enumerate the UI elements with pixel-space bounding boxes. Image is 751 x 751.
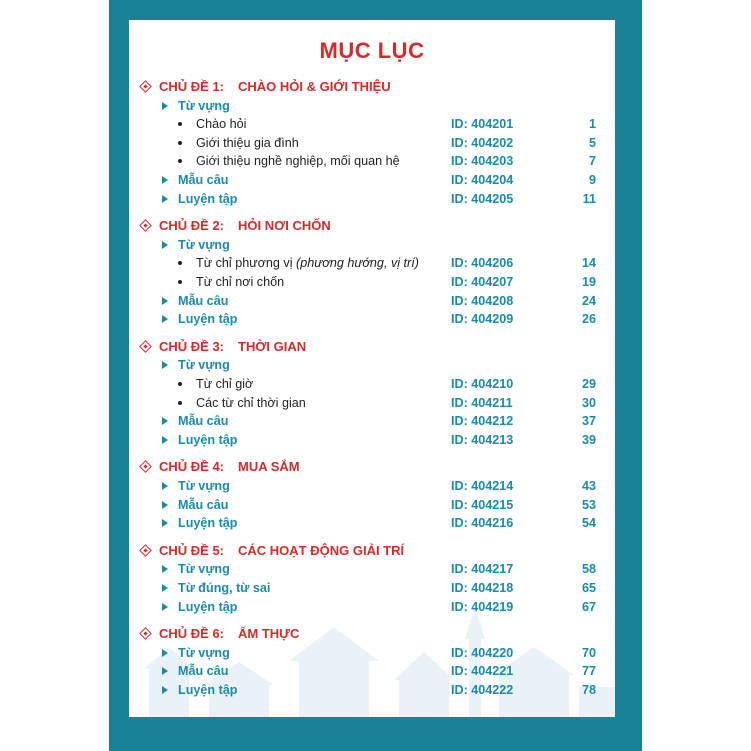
section-entry — [129, 560, 615, 578]
triangle-bullet-icon — [162, 102, 168, 110]
lesson-id: ID: 404212 — [451, 414, 514, 429]
bullet-icon — [178, 159, 182, 163]
triangle-bullet-icon — [162, 417, 168, 425]
entry-label — [178, 496, 228, 514]
topic-number: CHỦ ĐỀ 5: — [159, 542, 225, 558]
topic-heading — [129, 217, 615, 235]
list-item — [129, 394, 615, 412]
lesson-id: ID: 404203 — [451, 154, 514, 169]
lesson-id: ID: 404216 — [451, 516, 514, 531]
entry-label — [178, 560, 230, 578]
bullet-icon — [178, 261, 182, 265]
lesson-id: ID: 404206 — [451, 256, 514, 271]
entry-text: Từ vựng — [178, 562, 230, 577]
diamond-icon — [139, 627, 152, 640]
triangle-bullet-icon — [162, 315, 168, 323]
entry-text: Luyện tập — [178, 683, 238, 697]
page-number: 37 — [581, 414, 596, 429]
lesson-id: ID: 404217 — [451, 562, 514, 577]
entry-label — [159, 542, 404, 560]
diamond-icon — [139, 544, 152, 557]
page-number: 67 — [581, 599, 596, 614]
entry-text: Từ vựng — [178, 98, 230, 113]
bullet-icon — [178, 141, 182, 145]
lesson-id: ID: 404208 — [451, 293, 514, 308]
section-entry — [129, 412, 615, 430]
triangle-bullet-icon — [162, 176, 168, 184]
list-item — [129, 134, 615, 152]
entry-label — [178, 662, 228, 680]
section-entry — [129, 598, 615, 616]
page-number: 58 — [581, 562, 596, 577]
entry-text: Luyện tập — [178, 432, 238, 447]
page-number: 9 — [588, 173, 596, 187]
list-item — [129, 115, 615, 133]
topic-title: CHÀO HỎI & GIỚI THIỆU — [238, 79, 391, 94]
entry-text: Chào hỏi — [196, 117, 247, 132]
topic-number: CHỦ ĐỀ 6: — [159, 626, 225, 642]
entry-label — [196, 152, 400, 170]
section-entry — [129, 236, 615, 254]
lesson-id: ID: 404219 — [451, 599, 514, 614]
triangle-bullet-icon — [162, 297, 168, 305]
section-entry — [129, 579, 615, 597]
entry-text: Từ chỉ nơi chốn — [196, 275, 285, 289]
entry-label — [178, 97, 230, 115]
list-item — [129, 254, 615, 272]
entry-text: Từ vựng — [178, 237, 230, 252]
entry-text: Từ chỉ phương vị — [196, 256, 297, 271]
diamond-icon — [139, 219, 152, 232]
topic-title: HỎI NƠI CHỐN — [238, 218, 331, 234]
entry-label — [178, 598, 237, 616]
topic-heading — [129, 338, 615, 356]
lesson-id: ID: 404213 — [451, 432, 514, 447]
entry-label — [178, 310, 237, 328]
page-number: 70 — [581, 645, 596, 660]
topic-number: CHỦ ĐỀ 3: — [159, 338, 225, 354]
entry-label — [196, 375, 253, 393]
entry-text: Mẫu câu — [178, 173, 229, 187]
lesson-id: ID: 404202 — [451, 135, 514, 150]
section-entry — [129, 662, 615, 680]
page-number: 54 — [581, 516, 596, 531]
section-entry — [129, 496, 615, 514]
lesson-id: ID: 404207 — [451, 275, 514, 289]
section-entry — [129, 292, 615, 310]
page-number: 11 — [582, 191, 596, 206]
topic-number: CHỦ ĐỀ 1: — [159, 79, 225, 94]
entry-text: Từ vựng — [178, 645, 230, 660]
diamond-icon — [139, 461, 152, 474]
section-entry — [129, 431, 615, 449]
page-number: 43 — [581, 479, 596, 493]
page-number: 77 — [581, 664, 596, 679]
section-entry — [129, 681, 615, 699]
entry-label — [178, 644, 230, 662]
entry-text: Mẫu câu — [178, 664, 229, 679]
entry-text: Từ vựng — [178, 358, 230, 373]
entry-text: Mẫu câu — [178, 414, 229, 429]
topic-number: CHỦ ĐỀ 2: — [159, 218, 225, 234]
page-number: 24 — [581, 293, 596, 308]
entry-text: Mẫu câu — [178, 293, 229, 308]
entry-label — [159, 217, 331, 235]
entry-text: Luyện tập — [178, 312, 238, 327]
topic-title: CÁC HOẠT ĐỘNG GIẢI TRÍ — [238, 542, 405, 558]
topic-heading — [129, 78, 615, 96]
entry-label — [178, 681, 237, 699]
triangle-bullet-icon — [162, 501, 168, 509]
entry-text: Giới thiệu nghề nghiệp, mối quan hệ — [196, 154, 400, 169]
lesson-id: ID: 404215 — [451, 497, 514, 512]
entry-label — [178, 412, 228, 430]
lesson-id: ID: 404221 — [451, 664, 514, 679]
entry-text: Luyện tập — [178, 191, 238, 206]
lesson-id: ID: 404210 — [451, 377, 514, 391]
page-number: 29 — [581, 377, 596, 391]
entry-text: Giới thiệu gia đình — [196, 135, 299, 150]
list-item — [129, 273, 615, 291]
entry-label — [159, 338, 306, 356]
topic-title: ẨM THỰC — [238, 626, 300, 642]
entry-label — [178, 477, 230, 495]
page-number: 1 — [588, 117, 596, 132]
lesson-id: ID: 404205 — [451, 191, 514, 206]
page-number: 14 — [581, 256, 596, 271]
entry-label — [159, 78, 391, 96]
section-entry — [129, 310, 615, 328]
triangle-bullet-icon — [162, 436, 168, 444]
lesson-id: ID: 404204 — [451, 173, 514, 187]
entry-label — [196, 134, 299, 152]
entry-label — [178, 514, 237, 532]
lesson-id: ID: 404222 — [451, 683, 514, 697]
bullet-icon — [178, 280, 182, 284]
entry-label — [178, 431, 237, 449]
entry-label — [159, 458, 300, 476]
topic-heading — [129, 625, 615, 643]
entry-label — [159, 625, 299, 643]
page-number: 7 — [588, 154, 596, 169]
lesson-id: ID: 404209 — [451, 312, 514, 327]
page-number: 39 — [581, 432, 596, 447]
entry-label — [178, 236, 230, 254]
triangle-bullet-icon — [162, 195, 168, 203]
section-entry — [129, 514, 615, 532]
bullet-icon — [178, 401, 182, 405]
bullet-icon — [178, 122, 182, 126]
section-entry — [129, 356, 615, 374]
topic-heading — [129, 458, 615, 476]
entry-text: Luyện tập — [178, 516, 238, 531]
entry-note: (phương hướng, vị trí) — [296, 256, 419, 271]
diamond-icon — [139, 80, 152, 93]
page-number: 65 — [581, 581, 596, 595]
page-number: 26 — [581, 312, 596, 327]
entry-text: Từ vựng — [178, 479, 230, 493]
lesson-id: ID: 404214 — [451, 479, 514, 493]
list-item — [129, 152, 615, 170]
toc-page — [129, 20, 615, 717]
triangle-bullet-icon — [162, 519, 168, 527]
triangle-bullet-icon — [162, 686, 168, 694]
topic-title: THỜI GIAN — [238, 338, 307, 354]
lesson-id: ID: 404220 — [451, 645, 514, 660]
entry-label — [196, 115, 246, 133]
diamond-icon — [139, 340, 152, 353]
entry-label — [178, 190, 237, 208]
page-number: 30 — [581, 395, 596, 410]
entry-text: Luyện tập — [178, 599, 238, 614]
triangle-bullet-icon — [162, 667, 168, 675]
entry-label — [178, 579, 270, 597]
topic-title: MUA SẮM — [238, 459, 300, 475]
entry-label — [178, 356, 230, 374]
page-number: 78 — [581, 683, 596, 697]
entry-label — [196, 254, 419, 272]
section-entry — [129, 477, 615, 495]
lesson-id: ID: 404211 — [451, 395, 513, 410]
lesson-id: ID: 404218 — [451, 581, 514, 595]
section-entry — [129, 97, 615, 115]
page-number: 5 — [588, 135, 596, 150]
triangle-bullet-icon — [162, 241, 168, 249]
topic-heading — [129, 542, 615, 560]
section-entry — [129, 644, 615, 662]
page-title: MỤC LỤC — [319, 38, 425, 63]
page-number: 53 — [581, 497, 596, 512]
lesson-id: ID: 404201 — [451, 117, 514, 132]
triangle-bullet-icon — [162, 361, 168, 369]
entry-label — [178, 292, 228, 310]
triangle-bullet-icon — [162, 482, 168, 490]
entry-text: Từ chỉ giờ — [196, 377, 254, 391]
section-entry — [129, 171, 615, 189]
entry-label — [196, 273, 284, 291]
entry-text: Các từ chỉ thời gian — [196, 395, 306, 410]
entry-text: Mẫu câu — [178, 497, 229, 512]
entry-text: Từ đúng, từ sai — [178, 581, 271, 595]
page-number: 19 — [581, 275, 596, 289]
triangle-bullet-icon — [162, 584, 168, 592]
section-entry — [129, 190, 615, 208]
bullet-icon — [178, 382, 182, 386]
triangle-bullet-icon — [162, 565, 168, 573]
entry-label — [196, 394, 306, 412]
list-item — [129, 375, 615, 393]
entry-label — [178, 171, 228, 189]
triangle-bullet-icon — [162, 649, 168, 657]
topic-number: CHỦ ĐỀ 4: — [159, 459, 225, 475]
triangle-bullet-icon — [162, 603, 168, 611]
